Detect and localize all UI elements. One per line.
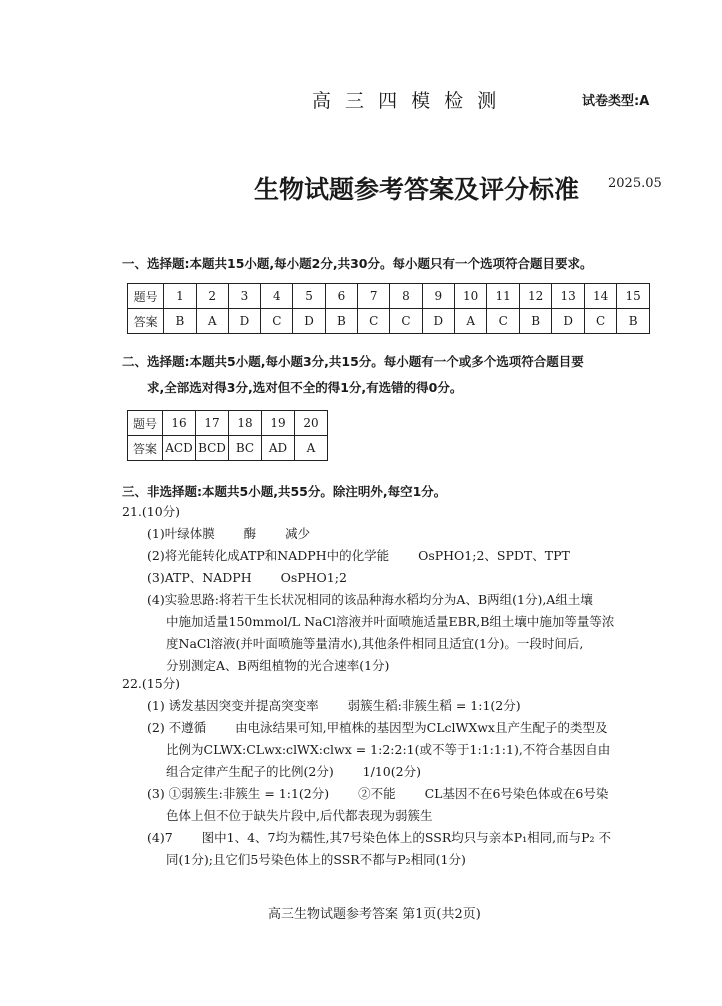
answer-line: (3) ①弱簇生:非簇生 = 1:1(2分) ②不能 CL基因不在6号染色体或在6号染 [147, 786, 609, 801]
table-row [128, 436, 328, 461]
answer-cell: B [519, 309, 551, 334]
answer-cell: B [164, 309, 196, 334]
section3-heading: 三、非选择题:本题共5小题,共55分。除注明外,每空1分。 [122, 484, 447, 499]
question-number-cell: 3 [228, 284, 260, 309]
answer-line: 同(1分);且它们5号染色体上的SSR不都与P₂相同(1分) [166, 852, 466, 867]
answer-line: (1)叶绿体膜 酶 减少 [147, 526, 311, 541]
answer-cell: BC [229, 436, 262, 461]
question-number-cell: 14 [584, 284, 616, 309]
exam-title: 高 三 四 模 检 测 [312, 90, 501, 112]
question-number-cell: 13 [552, 284, 584, 309]
answer-line: 度NaCl溶液(并叶面喷施等量清水),其他条件相同且适宜(1分)。一段时间后, [166, 636, 584, 651]
answer-cell: C [487, 309, 519, 334]
row-label: 答案 [128, 309, 164, 334]
answer-line: 组合定律产生配子的比例(2分) 1/10(2分) [166, 764, 421, 779]
section1-heading: 一、选择题:本题共15小题,每小题2分,共30分。每小题只有一个选项符合题目要求。 [122, 256, 593, 271]
answer-line: (4)实验思路:将若干生长状况相同的该品种海水稻均分为A、B两组(1分),A组土壤 [147, 592, 593, 607]
answer-cell: A [295, 436, 328, 461]
answer-cell: B [325, 309, 357, 334]
answer-cell: C [584, 309, 616, 334]
date: 2025.05 [608, 176, 662, 191]
paper-type: 试卷类型:A [582, 94, 650, 109]
table-row [128, 309, 650, 334]
answer-line: (4)7 图中1、4、7均为糯性,其7号染色体上的SSR均只与亲本P₁相同,而与P₂ 不 [147, 830, 612, 845]
row-label: 答案 [128, 436, 163, 461]
answer-cell: D [293, 309, 325, 334]
question-number-cell: 20 [295, 411, 328, 436]
answer-line: 22.(15分) [122, 676, 181, 691]
answer-line: (2) 不遵循 由电泳结果可知,甲植株的基因型为CLclWXwx且产生配子的类型及 [147, 720, 608, 735]
question-number-cell: 12 [519, 284, 551, 309]
question-number-cell: 9 [422, 284, 454, 309]
question-number-cell: 19 [262, 411, 295, 436]
question-number-cell: 16 [163, 411, 196, 436]
page-footer: 高三生物试题参考答案 第1页(共2页) [268, 907, 481, 922]
answer-cell: D [552, 309, 584, 334]
question-number-cell: 2 [196, 284, 228, 309]
answer-cell: C [390, 309, 422, 334]
answer-line: 比例为CLWX:CLwx:clWX:clwx = 1:2:2:1(或不等于1:1:1:1),不符合基因自由 [166, 742, 611, 757]
row-label: 题号 [128, 284, 164, 309]
answer-cell: AD [262, 436, 295, 461]
section2-heading-line2: 求,全部选对得3分,选对但不全的得1分,有选错的得0分。 [147, 380, 463, 395]
answer-cell: C [358, 309, 390, 334]
answer-line: (2)将光能转化成ATP和NADPH中的化学能 OsPHO1;2、SPDT、TPT [147, 548, 570, 563]
answer-line: (1) 诱发基因突变并提高突变率 弱簇生稻:非簇生稻 = 1:1(2分) [147, 698, 521, 713]
answer-cell: A [454, 309, 486, 334]
answer-cell: B [617, 309, 650, 334]
answer-line: 色体上但不位于缺失片段中,后代都表现为弱簇生 [166, 808, 433, 823]
question-number-cell: 6 [325, 284, 357, 309]
question-number-cell: 10 [454, 284, 486, 309]
section1-answer-table [127, 283, 650, 334]
answer-cell: C [261, 309, 293, 334]
question-number-cell: 11 [487, 284, 519, 309]
question-number-cell: 15 [617, 284, 650, 309]
question-number-cell: 17 [196, 411, 229, 436]
answer-line: (3)ATP、NADPH OsPHO1;2 [147, 570, 347, 585]
document-title: 生物试题参考答案及评分标准 [254, 175, 580, 204]
question-number-cell: 1 [164, 284, 196, 309]
answer-cell: ACD [163, 436, 196, 461]
section2-heading-line1: 二、选择题:本题共5小题,每小题3分,共15分。每小题有一个或多个选项符合题目要 [122, 354, 584, 369]
answer-cell: BCD [196, 436, 229, 461]
table-row [128, 411, 328, 436]
answer-cell: D [228, 309, 260, 334]
answer-cell: D [422, 309, 454, 334]
answer-line: 21.(10分) [122, 504, 181, 519]
answer-cell: A [196, 309, 228, 334]
question-number-cell: 4 [261, 284, 293, 309]
question-number-cell: 18 [229, 411, 262, 436]
answer-line: 分别测定A、B两组植物的光合速率(1分) [166, 658, 390, 673]
question-number-cell: 8 [390, 284, 422, 309]
section2-answer-table [127, 410, 328, 461]
row-label: 题号 [128, 411, 163, 436]
question-number-cell: 5 [293, 284, 325, 309]
table-row [128, 284, 650, 309]
question-number-cell: 7 [358, 284, 390, 309]
answer-line: 中施加适量150mmol/L NaCl溶液并叶面喷施适量EBR,B组土壤中施加等量等浓 [166, 614, 615, 629]
